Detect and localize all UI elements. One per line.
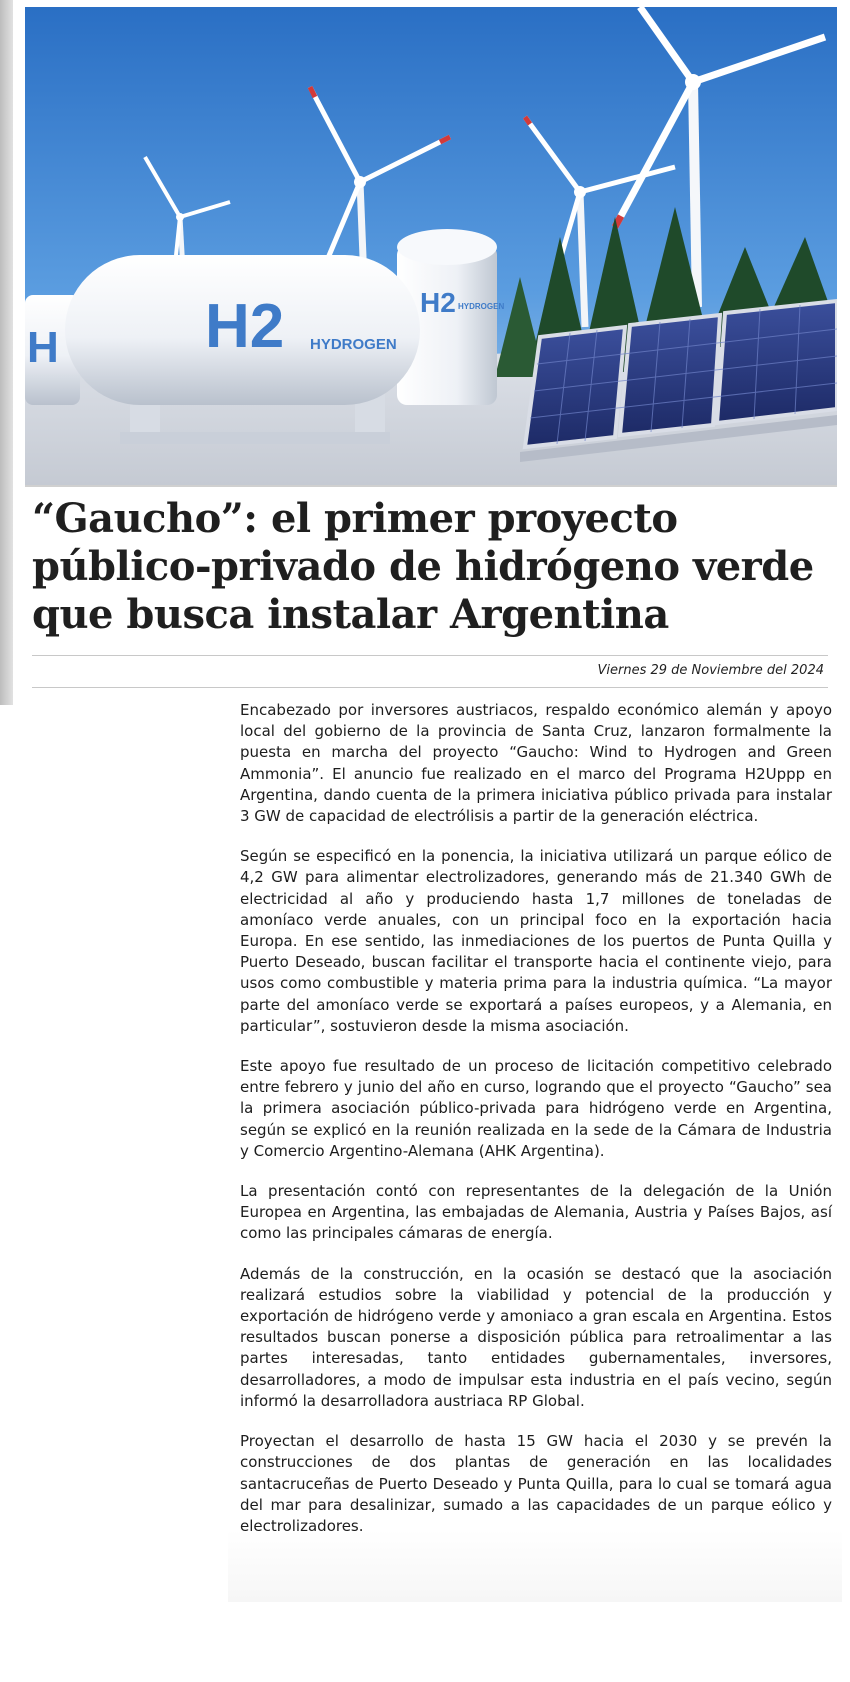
divider-top <box>32 655 828 656</box>
publish-date: Viernes 29 de Noviembre del 2024 <box>597 663 824 678</box>
svg-text:HYDROGEN: HYDROGEN <box>458 302 505 311</box>
article-title: “Gaucho”: el primer proyecto público-privado de hidrógeno verde que busca instalar Argentina <box>32 495 814 638</box>
article-paragraph: La presentación contó con representantes de la delegación de la Unión Europea en Argentina, las embajadas de Alemania, Austria y Países Bajos, así como las principales cámaras de energía. <box>240 1182 832 1243</box>
svg-text:H2: H2 <box>420 287 456 318</box>
article-paragraph: Además de la construcción, en la ocasión se destacó que la asociación realizará estudios sobre la viabilidad y potencial de la producción y exportación de hidrógeno verde y amoniaco a gran escala en Argentina. Estos resultados buscan ponerse a disposición pública para retroalimentar a las partes interesadas, tanto entidades gubernamentales, inversores, desarrolladores, a modo de impulsar esta industria en el país vecino, según informó la desarrolladora austriaca RP Global. <box>240 1264 832 1410</box>
article-paragraph: Según se especificó en la ponencia, la iniciativa utilizará un parque eólico de 4,2 GW para alimentar electrolizadores, generando más de 21.340 GWh de electricidad al año y produciendo hasta 1,7 millones de toneladas de amoníaco verde anuales, con un principal foco en la exportación hacia Europa. En ese sentido, las inmediaciones de los puertos de Punta Quilla y Puerto Deseado, buscan facilitar el transporte hacia el continente viejo, para usos como combustible y materia prima para la industria química. “La mayor parte del amoníaco verde se exportará a países europeos, y a Alemania, en particular”, sostuvieron desde la misma asociación. <box>240 847 832 1035</box>
left-edge-bar <box>0 0 13 705</box>
hydrogen-plant-illustration <box>25 7 837 485</box>
hero-image <box>25 7 837 487</box>
svg-text:H: H <box>27 323 59 372</box>
divider-bottom <box>32 687 828 688</box>
article-paragraph: Este apoyo fue resultado de un proceso de licitación competitivo celebrado entre febrero y junio del año en curso, logrando que el proyecto “Gaucho” sea la primera asociación público-privada para hidrógeno verde en Argentina, según se explicó en la reunión realizada en la sede de la Cámara de Industria y Comercio Argentino-Alemana (AHK Argentina). <box>240 1057 832 1160</box>
svg-text:H2: H2 <box>205 292 285 361</box>
article-body <box>228 700 842 1602</box>
article-paragraph: Encabezado por inversores austriacos, respaldo económico alemán y apoyo local del gobierno de la provincia de Santa Cruz, lanzaron formalmente la puesta en marcha del proyecto “Gaucho: Wind to Hydrogen and Green Ammonia”. El anuncio fue realizado en el marco del Programa H2Uppp en Argentina, dando cuenta de la primera iniciativa público privada para instalar 3 GW de capacidad de electrólisis a partir de la generación eléctrica. <box>240 701 832 826</box>
svg-text:HYDROGEN: HYDROGEN <box>310 336 397 353</box>
article-paragraph: Proyectan el desarrollo de hasta 15 GW hacia el 2030 y se prevén la construcciones de dos plantas de generación en las localidades santacruceñas de Puerto Deseado y Punta Quilla, para lo cual se tomará agua del mar para desalinizar, sumado a las capacidades de un parque eólico y electrolizadores. <box>240 1432 832 1535</box>
